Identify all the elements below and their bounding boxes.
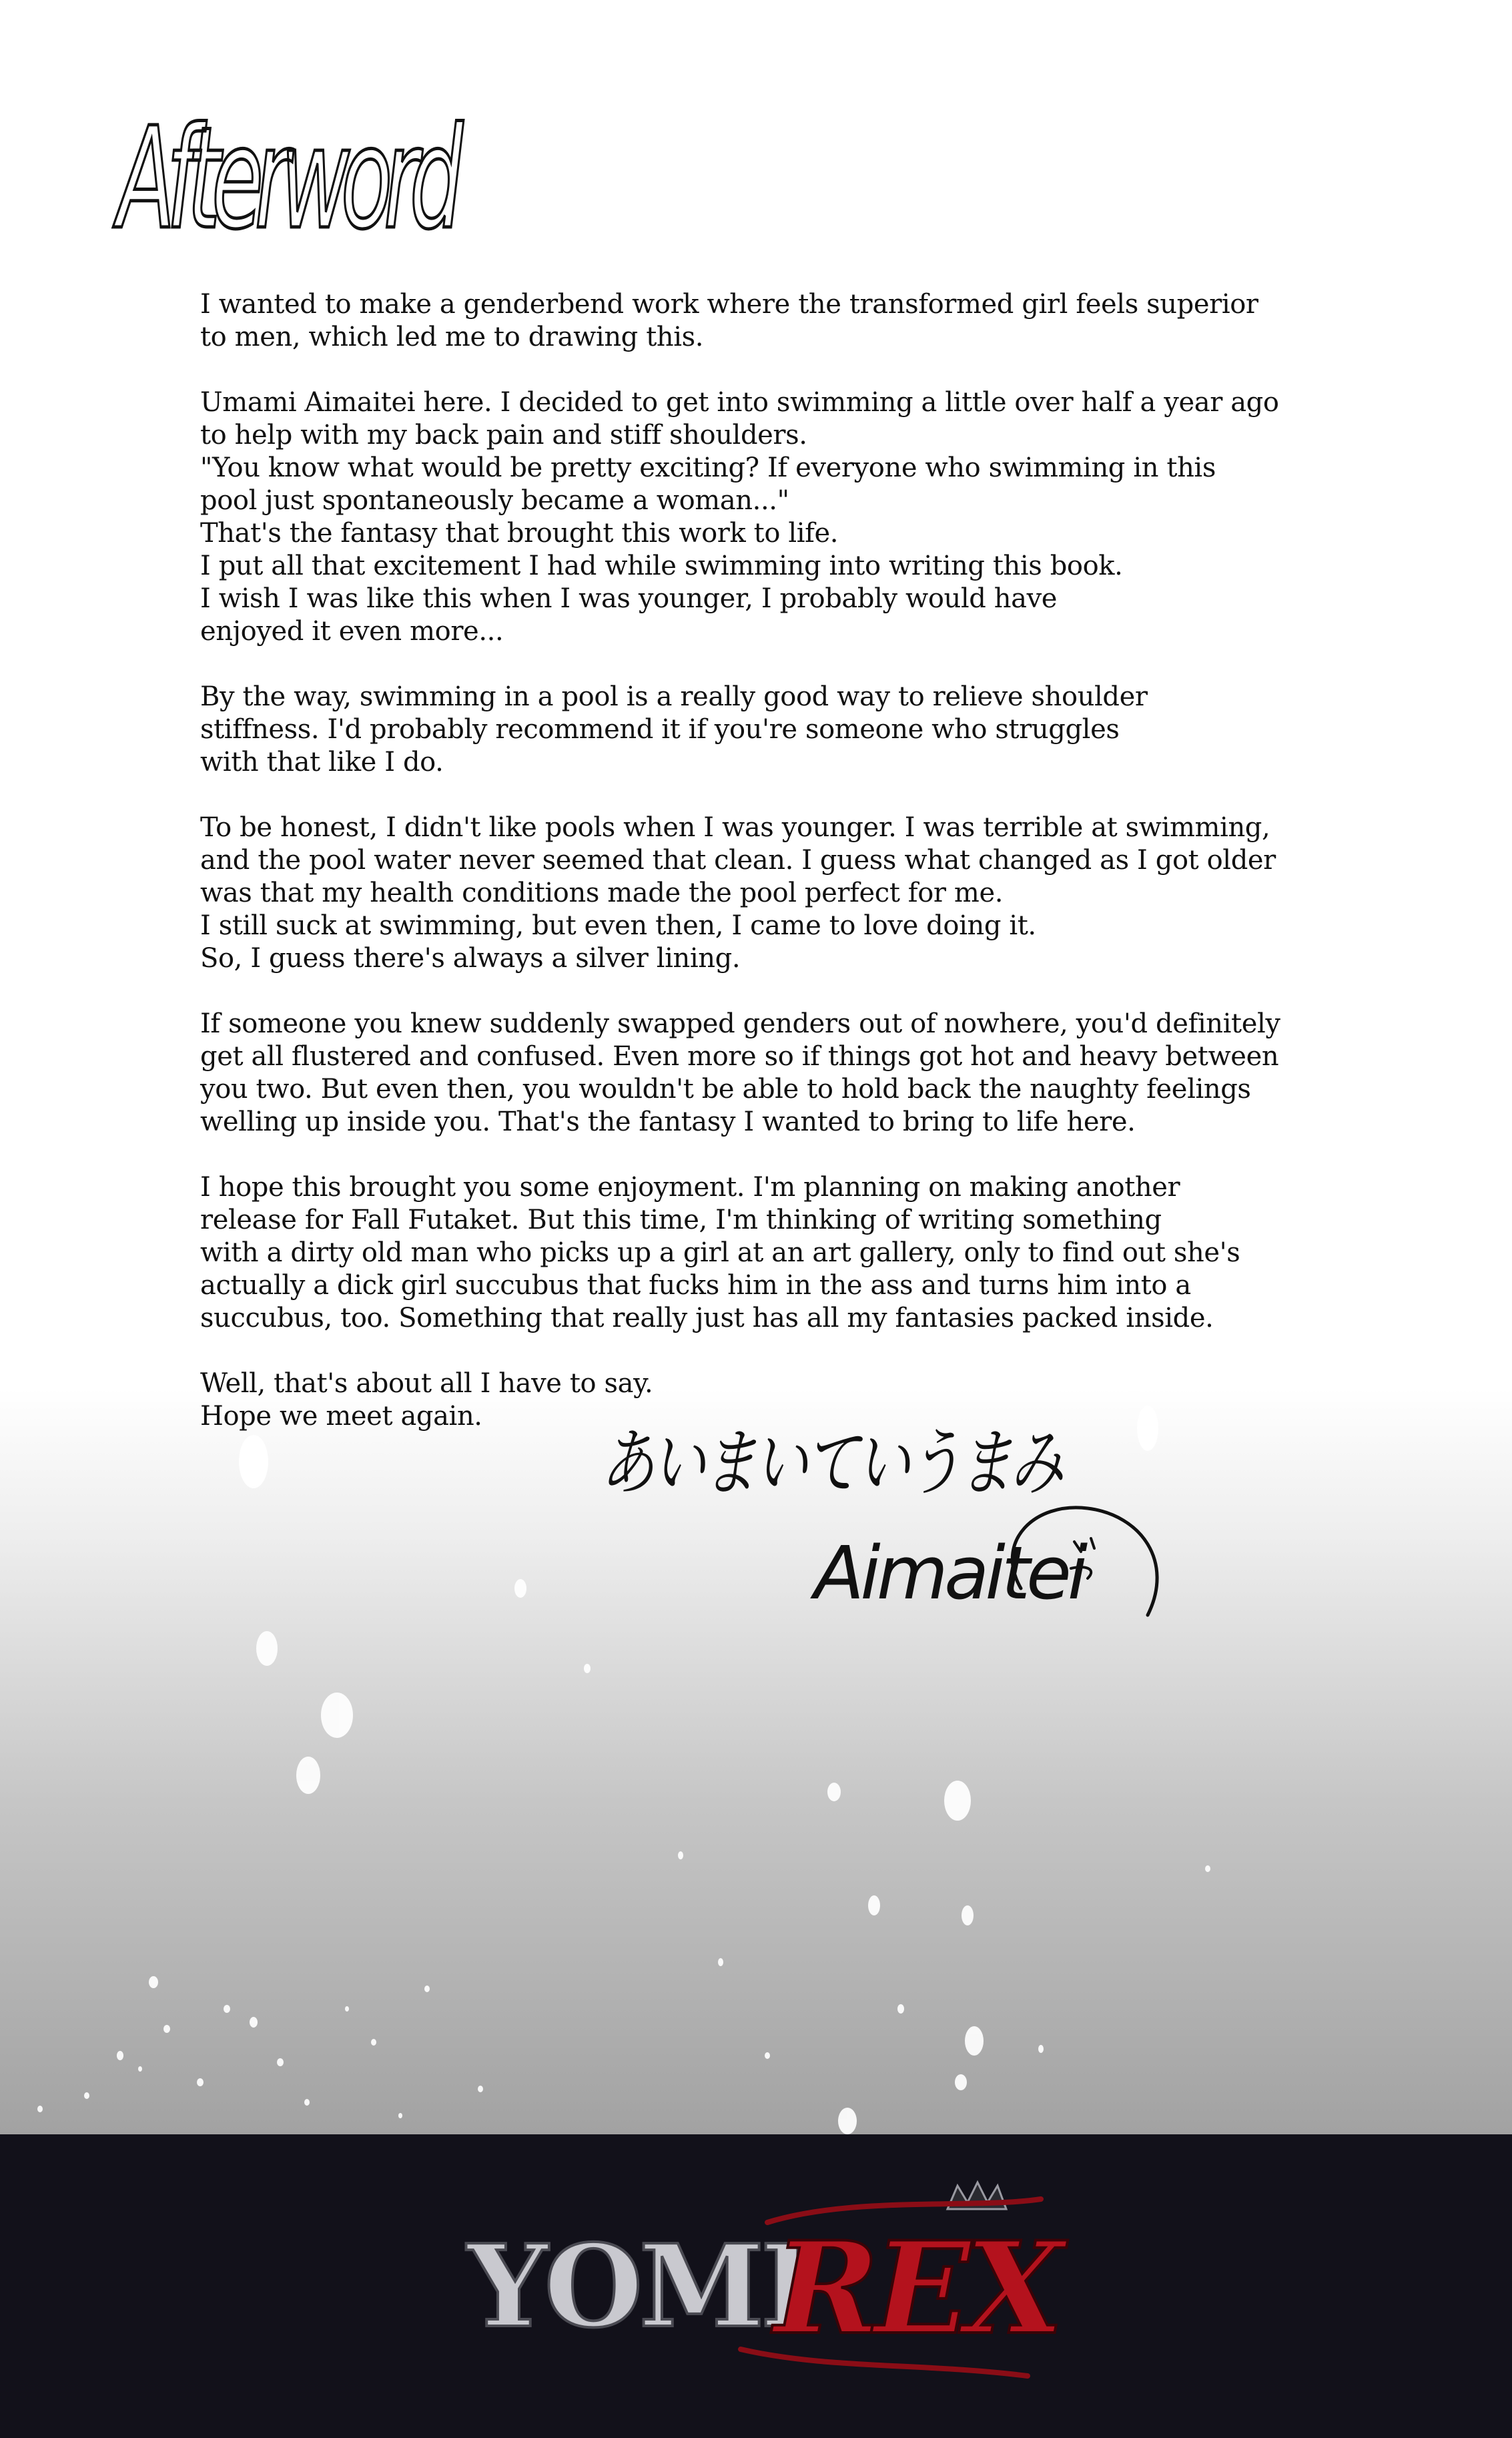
paragraph-line: with that like I do. <box>200 747 444 778</box>
paragraph-line: to men, which led me to drawing this. <box>200 322 704 352</box>
paragraph-line: "You know what would be pretty exciting? If everyone who swimming in this <box>200 452 1216 483</box>
paragraph-line: So, I guess there's always a silver lining. <box>200 943 741 974</box>
paragraph-line: was that my health conditions made the pool perfect for me. <box>200 878 1004 908</box>
afterword-paragraph <box>200 1171 1240 1335</box>
paragraph-line: I wanted to make a genderbend work where the transformed girl feels superior <box>200 289 1258 320</box>
paragraph-line: Well, that's about all I have to say. <box>200 1368 653 1399</box>
paragraph-line: welling up inside you. That's the fantasy I wanted to bring to life here. <box>200 1107 1136 1137</box>
signature-latin: Aimaitei <box>814 1530 1084 1616</box>
paragraph-line: succubus, too. Something that really just has all my fantasies packed inside. <box>200 1303 1214 1333</box>
paragraph-line: If someone you knew suddenly swapped genders out of nowhere, you'd definitely <box>200 1008 1280 1039</box>
paragraph-line: actually a dick girl succubus that fucks him in the ass and turns him into a <box>200 1270 1191 1301</box>
afterword-paragraph <box>200 812 1276 975</box>
paragraph-line: I wish I was like this when I was younger, I probably would have <box>200 583 1058 614</box>
afterword-title <box>112 67 464 280</box>
paragraph-line: Umami Aimaitei here. I decided to get into swimming a little over half a year ago <box>200 387 1279 418</box>
paragraph-line: and the pool water never seemed that clean. I guess what changed as I got older <box>200 845 1276 876</box>
paragraph-line: I put all that excitement I had while swimming into writing this book. <box>200 551 1123 581</box>
paragraph-line: By the way, swimming in a pool is a really good way to relieve shoulder <box>200 681 1148 712</box>
paragraph-line: pool just spontaneously became a woman..." <box>200 485 789 516</box>
paragraph-line: That's the fantasy that brought this work to life. <box>200 518 839 549</box>
paragraph-line: enjoyed it even more... <box>200 616 504 647</box>
afterword-paragraph <box>200 1008 1280 1139</box>
paragraph-line: I hope this brought you some enjoyment. I'm planning on making another <box>200 1172 1180 1203</box>
paragraph-line: I still suck at swimming, but even then, I came to love doing it. <box>200 910 1036 941</box>
afterword-paragraph <box>200 681 1214 779</box>
paragraph-line: get all flustered and confused. Even more so if things got hot and heavy between <box>200 1041 1279 1072</box>
logo-yomi: YOMI <box>467 2220 810 2353</box>
paragraph-line: To be honest, I didn't like pools when I was younger. I was terrible at swimming, <box>200 812 1270 843</box>
afterword-paragraph <box>200 386 1279 648</box>
logo-rex: REX <box>774 2214 1059 2363</box>
yomirex-logo <box>454 2182 1059 2383</box>
paragraph-line: you two. But even then, you wouldn't be able to hold back the naughty feelings <box>200 1074 1251 1105</box>
paragraph-line: release for Fall Futaket. But this time, I'm thinking of writing something <box>200 1205 1162 1235</box>
paragraph-line: to help with my back pain and stiff shoulders. <box>200 420 807 450</box>
author-signature <box>594 1408 1181 1628</box>
signature-japanese: あいまいていうまみ <box>601 1420 1063 1506</box>
afterword-title-text: Afterword <box>112 97 464 260</box>
afterword-paragraph <box>200 288 1258 354</box>
paragraph-line: stiffness. I'd probably recommend it if you're someone who struggles <box>200 714 1120 745</box>
paragraph-line: Hope we meet again. <box>200 1401 482 1432</box>
paragraph-line: with a dirty old man who picks up a girl at an art gallery, only to find out she's <box>200 1237 1240 1268</box>
afterword-body <box>200 288 1280 1466</box>
